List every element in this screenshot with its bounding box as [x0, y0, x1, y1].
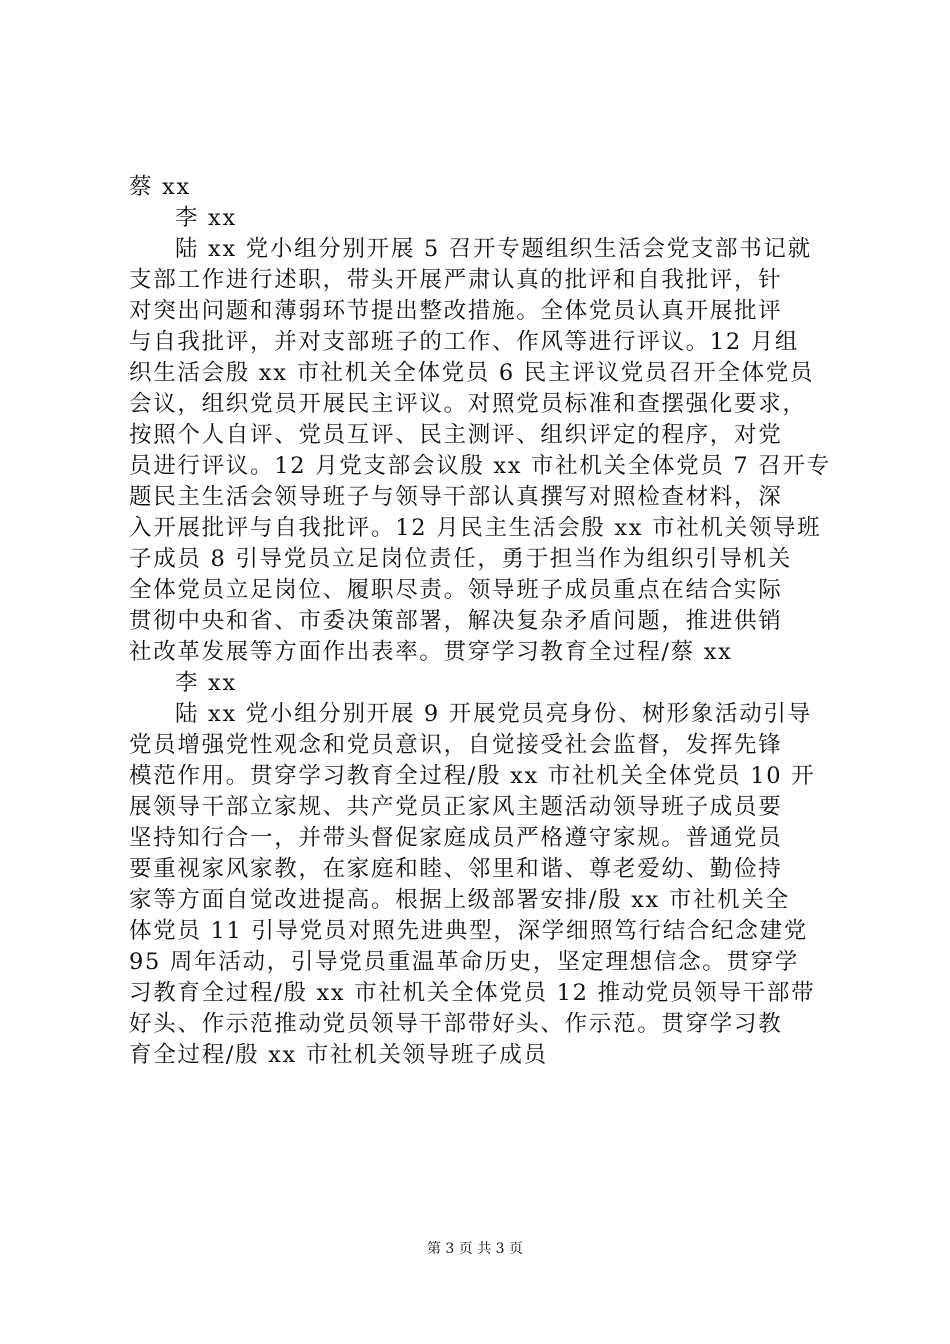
page-number-footer: 第 3 页 共 3 页	[426, 1241, 524, 1257]
text-line: 社改革发展等方面作出表率。贯穿学习教育全过程/蔡 xx	[129, 639, 733, 665]
text-line: 子成员 8 引导党员立足岗位责任，勇于担当作为组织引导机关	[129, 546, 792, 572]
text-line: 家等方面自觉改进提高。根据上级部署安排/殷 xx 市社机关全	[129, 887, 790, 913]
text-line: 习教育全过程/殷 xx 市社机关全体党员 12 推动党员领导干部带	[129, 980, 816, 1006]
text-line: 全体党员立足岗位、履职尽责。领导班子成员重点在结合实际	[129, 577, 783, 603]
text-line: 坚持知行合一，并带头督促家庭成员严格遵守家规。普通党员	[129, 825, 783, 851]
text-line: 李 xx	[175, 205, 237, 231]
text-line: 李 xx	[175, 670, 237, 696]
text-line: 好头、作示范推动党员领导干部带好头、作示范。贯穿学习教	[129, 1011, 783, 1037]
text-line: 员进行评议。12 月党支部会议殷 xx 市社机关全体党员 7 召开专	[129, 453, 831, 479]
text-line: 蔡 xx	[129, 174, 191, 200]
text-line: 要重视家风家教，在家庭和睦、邻里和谐、尊老爱幼、勤俭持	[129, 856, 783, 882]
text-line: 支部工作进行述职，带头开展严肃认真的批评和自我批评，针	[129, 267, 783, 293]
text-line: 党员增强党性观念和党员意识，自觉接受社会监督，发挥先锋	[129, 732, 783, 758]
text-line: 育全过程/殷 xx 市社机关领导班子成员	[129, 1042, 548, 1068]
text-line: 贯彻中央和省、市委决策部署，解决复杂矛盾问题，推进供销	[129, 608, 783, 634]
text-line: 入开展批评与自我批评。12 月民主生活会殷 xx 市社机关领导班	[129, 515, 822, 541]
text-line: 与自我批评，并对支部班子的工作、作风等进行评议。12 月组	[129, 329, 800, 355]
text-line: 题民主生活会领导班子与领导干部认真撰写对照检查材料，深	[129, 484, 783, 510]
text-line: 体党员 11 引导党员对照先进典型，深学细照笃行结合纪念建党	[129, 918, 808, 944]
text-line: 对突出问题和薄弱环节提出整改措施。全体党员认真开展批评	[129, 298, 783, 324]
text-line: 按照个人自评、党员互评、民主测评、组织评定的程序，对党	[129, 422, 783, 448]
text-line: 陆 xx 党小组分别开展 5 召开专题组织生活会党支部书记就	[175, 236, 812, 262]
text-line: 95 周年活动，引导党员重温革命历史，坚定理想信念。贯穿学	[129, 949, 800, 975]
text-line: 会议，组织党员开展民主评议。对照党员标准和查摆强化要求，	[129, 391, 807, 417]
text-line: 陆 xx 党小组分别开展 9 开展党员亮身份、树形象活动引导	[175, 701, 812, 727]
text-line: 模范作用。贯穿学习教育全过程/殷 xx 市社机关全体党员 10 开	[129, 763, 816, 789]
text-line: 展领导干部立家规、共产党员正家风主题活动领导班子成员要	[129, 794, 783, 820]
text-line: 织生活会殷 xx 市社机关全体党员 6 民主评议党员召开全体党员	[129, 360, 815, 386]
document-body	[129, 172, 829, 1071]
